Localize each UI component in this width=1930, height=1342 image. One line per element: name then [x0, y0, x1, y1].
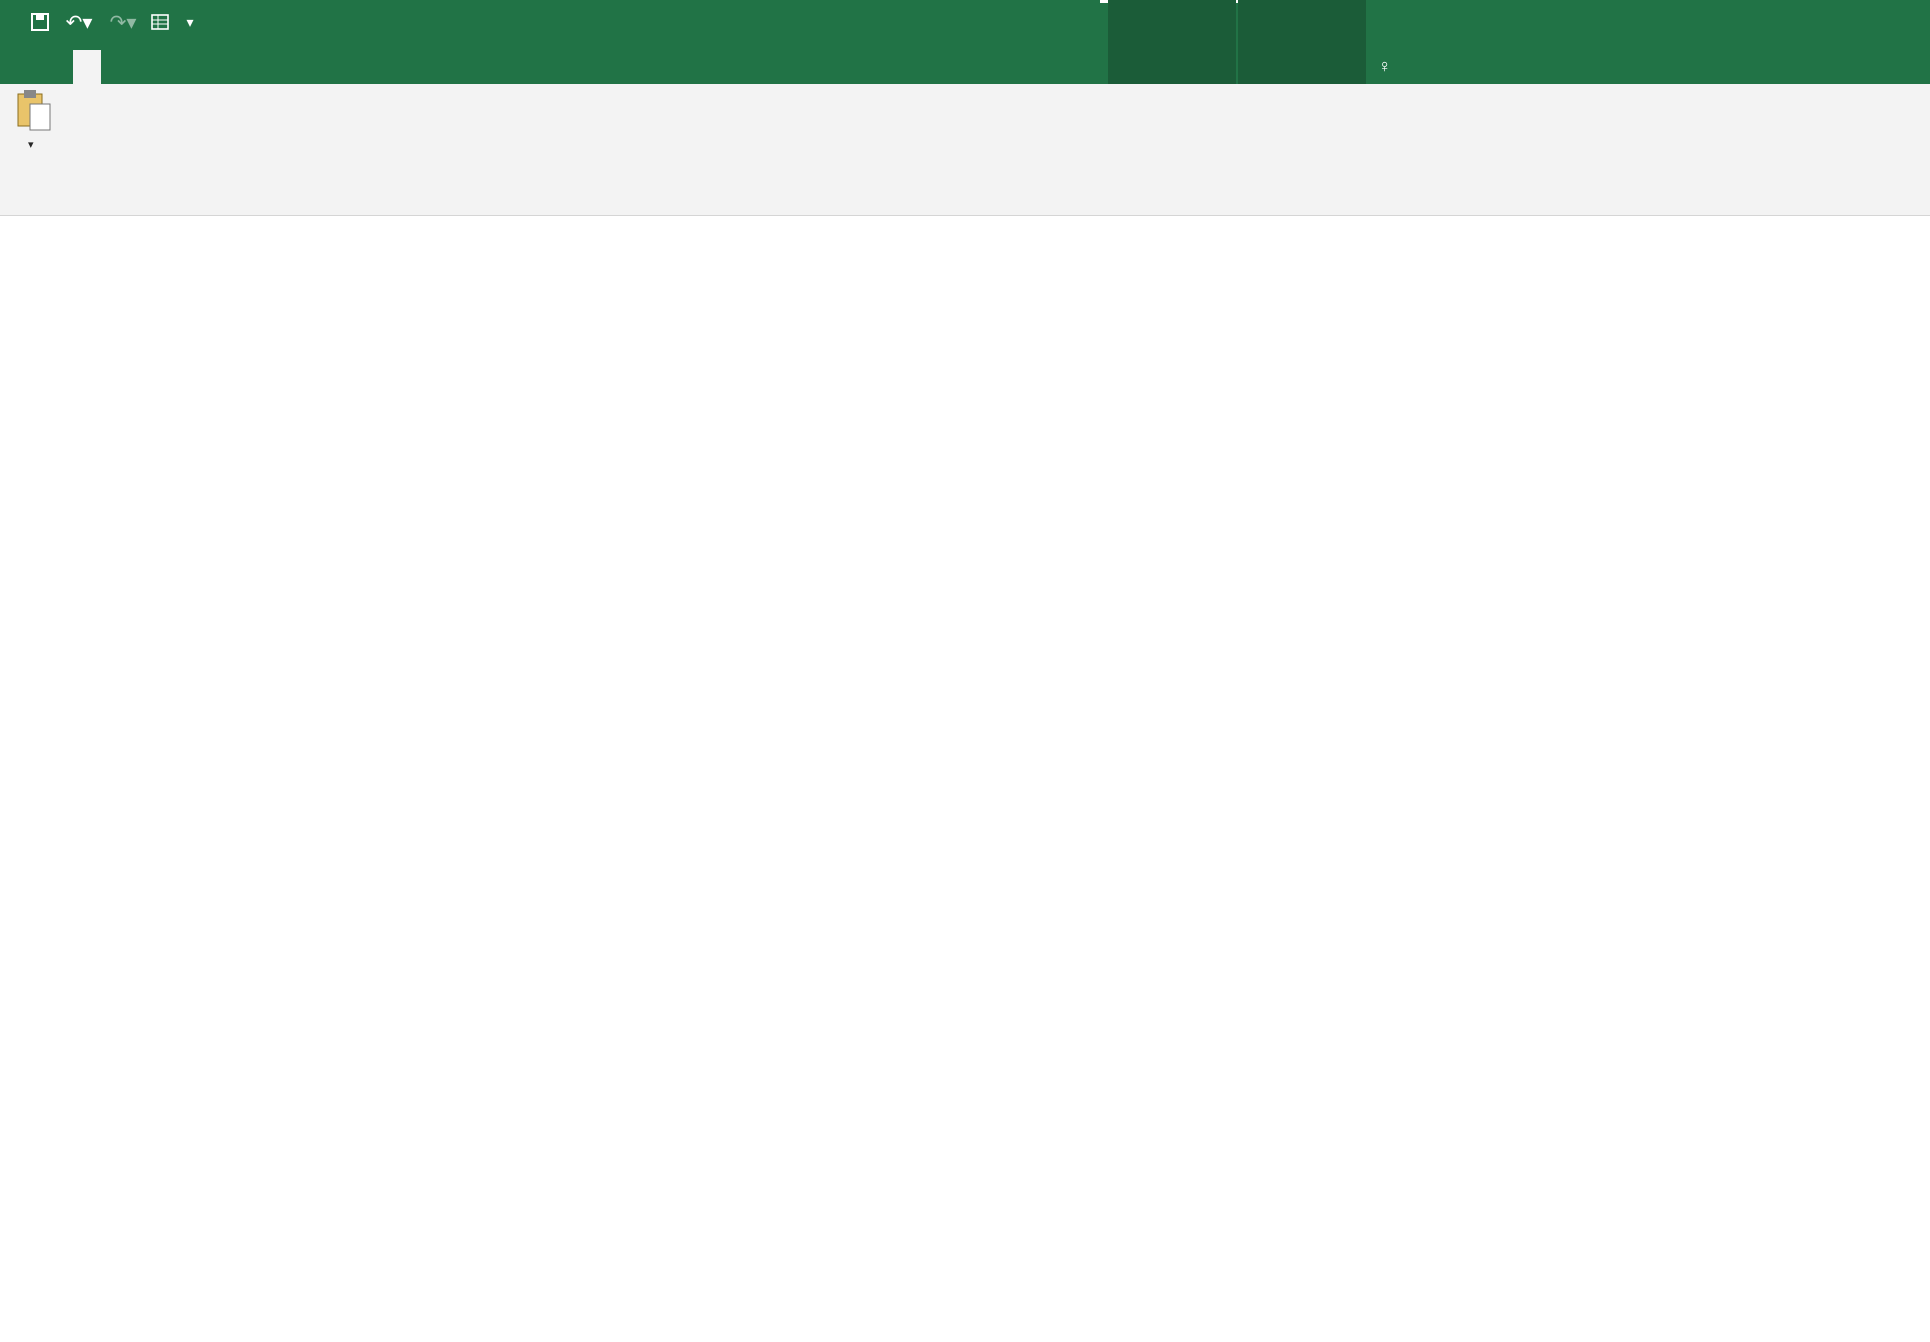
redo-icon[interactable]: ↷▾ [109, 11, 137, 34]
undo-icon[interactable]: ↶▾ [65, 11, 93, 34]
tell-me-search[interactable] [1378, 56, 1392, 77]
save-icon[interactable] [26, 8, 54, 36]
lightbulb-icon: ♀ [1378, 56, 1392, 76]
form-icon[interactable] [146, 8, 174, 36]
ribbon [0, 84, 1930, 216]
customize-qat-icon[interactable]: ▾ [186, 13, 194, 30]
title-bar [0, 0, 1930, 46]
tab-home[interactable] [73, 50, 101, 84]
paste-dropdown-icon[interactable]: ▾ [28, 139, 34, 151]
paste-icon[interactable] [14, 76, 58, 120]
ribbon-tab-row [0, 46, 1930, 84]
